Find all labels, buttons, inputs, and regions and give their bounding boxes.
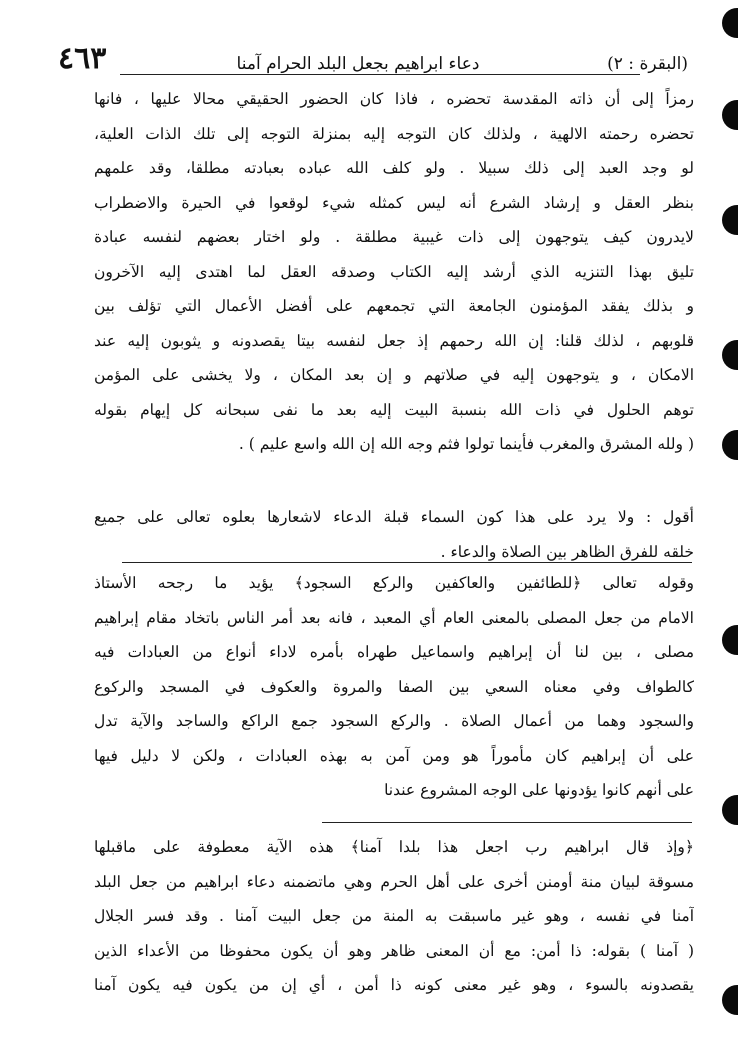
text-line: والسجود وهما من أعمال الصلاة . والركع السجود جمع الراكع والساجد والآية تدل bbox=[94, 712, 694, 730]
text-line: قلوبهم ، لذلك قلنا: إن الله رحمهم إذ جعل لنفسه بيتا يقصدونه و يثوبون إليه عند bbox=[94, 331, 694, 350]
text-line: لو وجد العبد إلى ذلك سبيلا . ولو كلف الله عباده بعبادته مطلقا، وقد علمهم bbox=[94, 159, 694, 177]
sura-reference: (البقرة : ٢) bbox=[607, 54, 688, 74]
edge-tab-mark bbox=[722, 340, 738, 370]
text-line: كالطواف وفي معناه السعي بين الصفا والمروة والعكوف في المسجد والركوع bbox=[94, 677, 694, 696]
text-line: ﴿وإذ قال ابراهيم رب اجعل هذا بلدا آمنا﴾ هذه الآية معطوفة على ماقبلها bbox=[94, 838, 694, 856]
header-rule bbox=[120, 74, 640, 75]
running-header bbox=[58, 30, 688, 74]
text-line: وقوله تعالى ﴿للطائفين والعاكفين والركع السجود﴾ يؤيد ما رجحه الأستاذ bbox=[94, 574, 694, 592]
section-divider bbox=[122, 562, 692, 563]
text-line: مسوقة لبيان منة أومنن أخرى على أهل الحرم وهي ماتضمنه دعاء ابراهيم من جعل البلد bbox=[94, 872, 694, 891]
page-number: ٤٦٣ bbox=[58, 41, 107, 76]
edge-tab-mark bbox=[722, 795, 738, 825]
running-title: دعاء ابراهيم بجعل البلد الحرام آمنا bbox=[236, 54, 480, 74]
text-line: بنظر العقل و إرشاد الشرع أنه ليس كمثله شيء لوقعوا في الحيرة والاضطراب bbox=[94, 193, 694, 212]
paragraph-1 bbox=[94, 82, 694, 462]
text-line: لايدرون كيف يتوجهون إلى ذات غيبية مطلقة . ولو اختار بعضهم لنفسه عبادة bbox=[94, 228, 694, 246]
text-line: آمنا في نفسه ، وهو غير ماسبقت به المنة من جعل البيت آمنا . وقد فسر الجلال bbox=[94, 907, 694, 925]
text-line: ( ولله المشرق والمغرب فأينما تولوا فثم وجه الله إن الله واسع عليم ) . bbox=[238, 435, 694, 453]
text-line: الامام من جعل المصلى بالمعنى العام أي المعبد ، فانه بعد أمر الناس باتخاد مقام إبراهيم bbox=[94, 608, 694, 627]
text-line: أقول : ولا يرد على هذا كون السماء قبلة الدعاء لاشعارها بعلوه تعالى على جميع bbox=[94, 508, 694, 526]
edge-tab-mark bbox=[722, 430, 738, 460]
text-line: توهم الحلول في ذات الله بنسبة البيت إليه بعد ما نفى سبحانه كل إيهام بقوله bbox=[94, 400, 694, 419]
text-line: يقصدونه بالسوء ، وهو غير معنى كونه ذا أمن ، أي إن من يكون فيه يكون آمنا bbox=[94, 976, 694, 994]
edge-tab-mark bbox=[722, 625, 738, 655]
text-line: و بذلك يفقد المؤمنون الجامعة التي تجمعهم على أفضل الأعمال التي تؤلف بين bbox=[94, 297, 694, 315]
text-line: خلقه للفرق الظاهر بين الصلاة والدعاء . bbox=[440, 542, 694, 561]
edge-tab-mark bbox=[722, 985, 738, 1015]
text-line: رمزاً إلى أن ذاته المقدسة تحضره ، فاذا كان الحضور الحقيقي محالا عليها ، فانها bbox=[94, 90, 694, 108]
text-line: مصلى ، بين لنا أن إبراهيم واسماعيل طهراه بأمره لاداء أنواع من العبادات فيه bbox=[94, 643, 694, 661]
section-divider bbox=[322, 822, 692, 823]
text-line: الامكان ، و يتوجهون إليه في صلاتهم و إن بعد المكان ، ولا يخشى على المؤمن bbox=[94, 366, 694, 384]
text-line: على أن إبراهيم كان مأموراً هو ومن آمن به بهذه العبادات ، ولكن لا دليل فيها bbox=[94, 746, 694, 765]
edge-tab-mark bbox=[722, 100, 738, 130]
paragraph-comment bbox=[94, 500, 694, 569]
edge-tab-mark bbox=[722, 205, 738, 235]
paragraph-3 bbox=[94, 830, 694, 1003]
paragraph-2 bbox=[94, 566, 694, 808]
text-line: ( آمنا ) بقوله: ذا أمن: مع أن المعنى ظاهر وهو أن يكون محفوظا من الأعداء الذين bbox=[94, 941, 694, 960]
edge-tab-mark bbox=[722, 8, 738, 38]
text-line: تحضره رحمته الالهية ، ولذلك كان التوجه إليه بمنزلة التوجه إلى تلك الذات العلية، bbox=[94, 124, 694, 143]
text-line: تليق بهذا التنزيه الذي أرشد إليه الكتاب وصدقه العقل لما اهتدى إليه الآخرون bbox=[94, 262, 694, 281]
text-line: على أنهم كانوا يؤدونها على الوجه المشروع عندنا bbox=[384, 781, 694, 799]
